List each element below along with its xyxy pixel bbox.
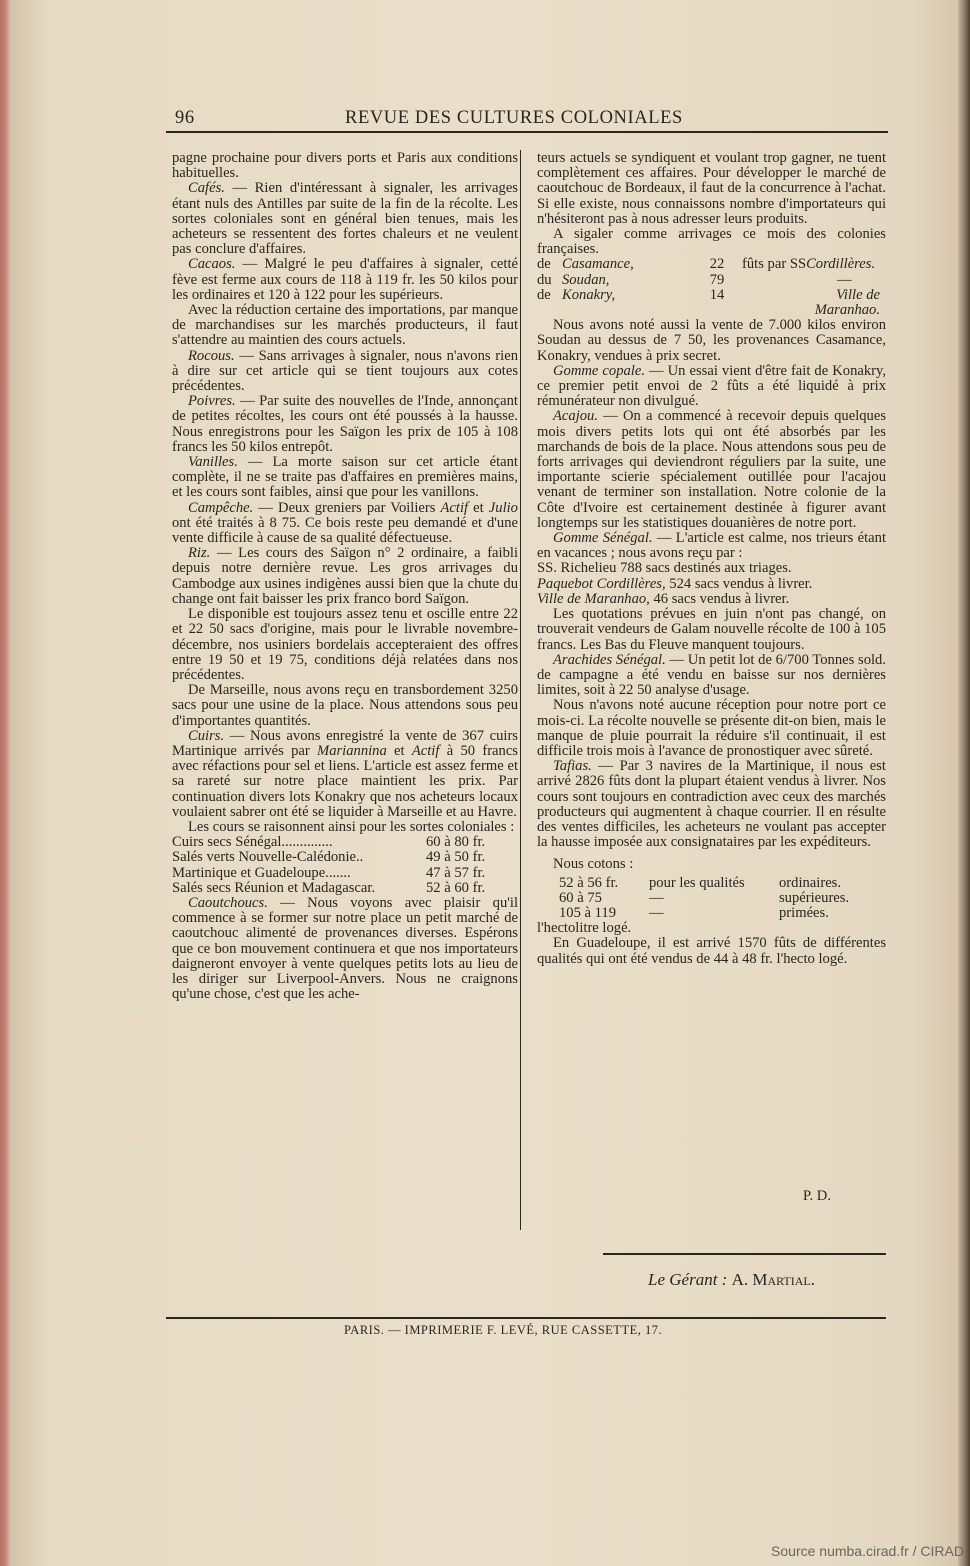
price-value: 52 à 60 fr. bbox=[426, 879, 486, 896]
paragraph-riz-3: De Marseille, nous avons reçu en transbordement 3250 sacs pour une usine de la place. Nous attendons sous peu d'importantes quantités. bbox=[172, 682, 518, 729]
arrival-prep: de bbox=[537, 286, 551, 303]
ship-actif: Actif bbox=[440, 499, 469, 516]
printer-imprint: PARIS. — IMPRIMERIE F. LEVÉ, RUE CASSETTE, 17. bbox=[344, 1323, 663, 1337]
shipment-ship: SS. Richelieu bbox=[537, 560, 617, 577]
shipment-row bbox=[537, 592, 886, 607]
coton-range: 105 à 119 bbox=[559, 904, 617, 921]
right-column bbox=[537, 151, 886, 967]
term-acajou: Acajou. bbox=[553, 408, 598, 425]
price-row bbox=[172, 881, 518, 896]
binding-edge bbox=[0, 0, 10, 1566]
price-label: Salés secs Réunion et Madagascar. bbox=[172, 879, 376, 896]
shipment-detail: 788 sacs destinés aux triages. bbox=[616, 560, 792, 577]
term-tafias: Tafias. bbox=[553, 758, 592, 775]
paragraph-arachides bbox=[537, 653, 886, 699]
coton-desc: — bbox=[649, 889, 664, 906]
arrivals-list bbox=[537, 257, 886, 318]
paragraph-soudan-sale: Nous avons noté aussi la vente de 7.000 kilos environ Soudan au dessus de 7 50, les provenances Casamance, Konakry, vendues à prix secret. bbox=[537, 317, 886, 364]
text-gomme-senegal: — L'article est calme, nos trieurs étant en vacances ; nous avons reçu par : bbox=[537, 530, 886, 562]
text-rocous: — Sans arrivages à signaler, nous n'avons rien à dire sur cet article qui se tient toujours aux cotes précédentes. bbox=[172, 347, 518, 395]
arrival-prep: de bbox=[537, 256, 551, 273]
text-vanilles: — La morte saison sur cet article étant complète, il ne se traite pas d'affaires en premières mains, et les cours sont faibles, ainsi que pour les vanillons. bbox=[172, 454, 518, 501]
price-value: 60 à 80 fr. bbox=[426, 834, 486, 851]
term-cuirs: Cuirs. bbox=[188, 727, 225, 744]
text-campeche-3: ont été traités à 8 75. Ce bois reste peu demandé et d'une vente difficile à cause de sa qualité défectueuse. bbox=[172, 514, 518, 547]
text-tafias: — Par 3 navires de la Martinique, il nous est arrivé 2826 fûts dont la plupart étaient vendus à livrer. Nos cours sont toujours en contradiction avec ceux des marchés producteurs qui augmentent à chaque courrier. Il en résulte des ventes difficiles, les acheteurs ne voulant pas accepter la hausse imposée aux consignataires par les expéditeurs. bbox=[537, 758, 886, 851]
cotons-table bbox=[537, 876, 886, 922]
text-caoutchoucs: — Nous voyons avec plaisir qu'il commence à se former sur notre place un petit marché de caoutchouc alimenté de provenances diverses. Espérons que ce bon mouvement continuera et que nos importateurs daigneront envoyer à vente quelques petits lots au lieu de les diriger sur Liverpool-Anvers. Nous ne craignons qu'une chose, c'est que les ache- bbox=[172, 894, 518, 1003]
text-cacaos: — Malgré le peu d'affaires à signaler, cetté fève est ferme aux cours de 118 à 119 fr. les 50 kilos pour les ordinaires et 120 à 122 pour les supérieurs. bbox=[172, 256, 518, 303]
price-label: Martinique et Guadeloupe....... bbox=[172, 864, 351, 881]
paragraph-gomme-2: Les quotations prévues en juin n'ont pas changé, on trouverait vendeurs de Galam nouvelle récolte de 100 à 105 francs. Les Bas du Fleuve manquent toujours. bbox=[537, 606, 886, 653]
ship-julio: Julio bbox=[488, 499, 518, 516]
paragraph-arrivals-intro: A sigaler comme arrivages ce mois des colonies françaises. bbox=[537, 226, 886, 258]
header-rule bbox=[166, 131, 888, 133]
page-number: 96 bbox=[175, 108, 195, 128]
shipment-row bbox=[537, 561, 886, 576]
arrival-qty: 14 bbox=[709, 286, 725, 303]
paragraph-acajou bbox=[537, 409, 886, 531]
shipment-detail: 46 sacs vendus à livrer. bbox=[649, 590, 790, 607]
author-initials: P. D. bbox=[803, 1188, 831, 1204]
text-poivres: — Par suite des nouvelles de l'Inde, annonçant de petites récoltes, les cours ont été poussés à la hausse. Nous enregistrons pour les Saïgon les prix de 105 à 108 francs les 50 kilos entrepôt. bbox=[172, 393, 518, 455]
running-title: REVUE DES CULTURES COLONIALES bbox=[345, 108, 683, 128]
text-cafes: — Rien d'intéressant à signaler, les arrivages étant nuls des Antilles par suite de la fin de la récolte. Les sortes coloniales sont en général bien tenues, mais les acheteurs se ressentent des fortes chaleurs et ne veulent pas conclure d'affaires. bbox=[172, 180, 518, 258]
text-riz: — Les cours des Saïgon n° 2 ordinaire, a faibli depuis notre dernière revue. Les gros arrivages du Cambodge aux usines indigènes aussi bien que la chute du change ont fait baisser les prix franco bord Saïgon. bbox=[172, 545, 518, 607]
term-gomme-senegal: Gomme Sénégal. bbox=[553, 530, 653, 547]
coton-range: 52 à 56 fr. bbox=[559, 874, 619, 891]
paragraph-caoutchoucs bbox=[172, 896, 518, 1002]
arrival-ship: Cordillères. bbox=[806, 256, 876, 273]
paragraph-rocous bbox=[172, 349, 518, 395]
paragraph-arachides-2: Nous n'avons noté aucune réception pour notre port ce mois-ci. La récolte nouvelle se présente dit-on bien, mais le manque de pluie pourrait la réduire s'il continuait, il est difficile trois mois à l'avance de pronostiquer avec sûreté. bbox=[537, 697, 886, 759]
arrival-qty: 79 bbox=[709, 271, 725, 288]
text-acajou: — On a commencé à recevoir depuis quelques mois divers petits lots qui ont été absorbés par les marchands de bois de la place. Nous attendons sous peu de forts arrivages qui deviendront réguliers par la suite, une importante scierie spécialement outillée pour l'acajou venant de terminer son installation. Notre colonie de la Côte d'Ivoire est certainement destinée à figurer avant longtemps sur les statistiques douanières de notre port. bbox=[537, 408, 886, 531]
arrival-ship: Ville de Maranhao. bbox=[814, 286, 880, 319]
arrival-desc: fûts par SS bbox=[742, 256, 807, 273]
arrival-row bbox=[537, 273, 886, 288]
term-cacaos: Cacaos. bbox=[188, 256, 236, 273]
arrival-desc: — bbox=[837, 271, 852, 288]
arrival-place: Soudan, bbox=[562, 271, 610, 288]
paragraph-cuirs bbox=[172, 729, 518, 820]
price-row bbox=[172, 850, 518, 865]
term-campeche: Campêche. bbox=[188, 499, 254, 516]
paragraph-cuirs-2: Les cours se raisonnent ainsi pour les sortes coloniales : bbox=[188, 818, 515, 835]
manager-label: Le Gérant : bbox=[648, 1270, 728, 1289]
arrival-prep: du bbox=[537, 271, 552, 288]
signature-rule bbox=[603, 1253, 886, 1255]
price-row bbox=[172, 866, 518, 881]
manager-line bbox=[648, 1270, 815, 1290]
paragraph-guadeloupe: En Guadeloupe, il est arrivé 1570 fûts de différentes qualités qui ont été vendus de 44 à 48 fr. l'hecto logé. bbox=[537, 935, 886, 967]
source-credit: Source numba.cirad.fr / CIRAD bbox=[771, 1543, 964, 1559]
paragraph-riz-2: Le disponible est toujours assez tenu et oscille entre 22 et 22 50 sacs d'origine, mais pour le livrable novembre-décembre, nos usiniers bordelais accepteraient des offres entre 19 50 et 19 75, conditions déjà relatées dans nos précédentes. bbox=[172, 606, 518, 683]
paragraph-cotons-unit: l'hectolitre logé. bbox=[537, 920, 632, 937]
coton-quality: ordinaires. bbox=[779, 874, 842, 891]
term-poivres: Poivres. bbox=[188, 393, 236, 410]
paragraph-cotons-intro: Nous cotons : bbox=[553, 856, 634, 873]
text-cuirs-1: — Nous avons enregistré la vente de 367 cuirs Martinique arrivés par bbox=[172, 727, 518, 759]
coton-quality: primées. bbox=[779, 904, 829, 921]
shipments-list bbox=[537, 561, 886, 607]
term-rocous: Rocous. bbox=[188, 347, 235, 364]
arrival-row bbox=[537, 288, 886, 318]
ship-actif-2: Actif bbox=[411, 742, 440, 759]
paragraph-gomme-senegal bbox=[537, 531, 886, 561]
manager-name: A. Martial. bbox=[731, 1270, 815, 1289]
text-campeche-2: et bbox=[468, 499, 489, 516]
shipment-detail: 524 sacs vendus à livrer. bbox=[665, 575, 813, 592]
coton-quality: supérieures. bbox=[779, 889, 850, 906]
footer-rule bbox=[166, 1317, 886, 1319]
paragraph-gomme-copale bbox=[537, 364, 886, 410]
text-cuirs-2: et bbox=[386, 742, 412, 759]
term-riz: Riz. bbox=[188, 545, 211, 562]
arrival-place: Casamance, bbox=[562, 256, 634, 273]
paragraph-intro: pagne prochaine pour divers ports et Paris aux conditions habituelles. bbox=[172, 150, 518, 182]
price-label: Salés verts Nouvelle-Calédonie.. bbox=[172, 849, 364, 866]
paragraph-cacaos-2: Avec la réduction certaine des importations, par manque de marchandises sur les marchés producteurs, il faut s'attendre au maintien des cours actuels. bbox=[172, 302, 518, 349]
paragraph-cafes bbox=[172, 181, 518, 257]
term-cafes: Cafés. bbox=[188, 180, 225, 197]
paragraph-campeche bbox=[172, 501, 518, 547]
left-column bbox=[172, 151, 518, 1002]
text-gomme-copale: — Un essai vient d'être fait de Konakry, ce premier petit envoi de 2 fûts a été liquidé à prix rémunérateur non divulgué. bbox=[537, 362, 886, 410]
column-divider bbox=[520, 150, 521, 1230]
ship-mariannina: Mariannina bbox=[317, 742, 387, 759]
coton-desc: pour les qualités bbox=[649, 874, 745, 891]
paragraph-cacaos bbox=[172, 257, 518, 303]
term-arachides: Arachides Sénégal. bbox=[553, 651, 666, 668]
price-value: 49 à 50 fr. bbox=[426, 849, 486, 866]
term-caoutchoucs: Caoutchoucs. bbox=[188, 894, 268, 911]
text-cuirs-3: à 50 francs avec réfactions pour sel et liens. L'article est assez ferme et sa rareté sur notre place maintient les prix. Par continuation divers lots Konakry que nos acheteurs locaux voulaient sabrer ont été se liquider à Marseille et au Havre. bbox=[172, 742, 518, 820]
arrival-row bbox=[537, 257, 886, 272]
coton-desc: — bbox=[649, 904, 664, 921]
term-vanilles: Vanilles. bbox=[188, 454, 238, 471]
paragraph-riz bbox=[172, 546, 518, 607]
text-campeche-1: — Deux greniers par Voiliers bbox=[253, 499, 441, 516]
coton-row bbox=[537, 891, 886, 906]
coton-row bbox=[537, 906, 886, 921]
text-arachides: — Un petit lot de 6/700 Tonnes sold. de campagne a été vendu en baisse sur nos dernières limites, soit à 22 50 analyse d'usage. bbox=[537, 651, 886, 699]
arrival-qty: 22 bbox=[709, 256, 725, 273]
shipment-ship: Paquebot Cordillères, bbox=[537, 575, 666, 592]
shipment-ship: Ville de Maranhao, bbox=[537, 590, 650, 607]
page-edge-shadow bbox=[958, 0, 970, 1566]
paragraph-continued: teurs actuels se syndiquent et voulant trop gagner, ne tuent complètement ces affaires. Pour développer le marché de caoutchouc de Bordeaux, il faut de la concurrence à l'achat. Si elle existe, nous connaissons nombre d'importateurs qui n'hésiteront pas à nous adresser leurs produits. bbox=[537, 150, 886, 227]
arrival-place: Konakry, bbox=[562, 286, 616, 303]
shipment-row bbox=[537, 577, 886, 592]
price-row bbox=[172, 835, 518, 850]
price-table bbox=[172, 835, 518, 896]
paragraph-poivres bbox=[172, 394, 518, 455]
price-label: Cuirs secs Sénégal.............. bbox=[172, 834, 333, 851]
term-gomme-copale: Gomme copale. bbox=[553, 362, 645, 379]
coton-row bbox=[537, 876, 886, 891]
paragraph-vanilles bbox=[172, 455, 518, 501]
coton-range: 60 à 75 bbox=[559, 889, 602, 906]
price-value: 47 à 57 fr. bbox=[426, 864, 486, 881]
paragraph-tafias bbox=[537, 759, 886, 850]
